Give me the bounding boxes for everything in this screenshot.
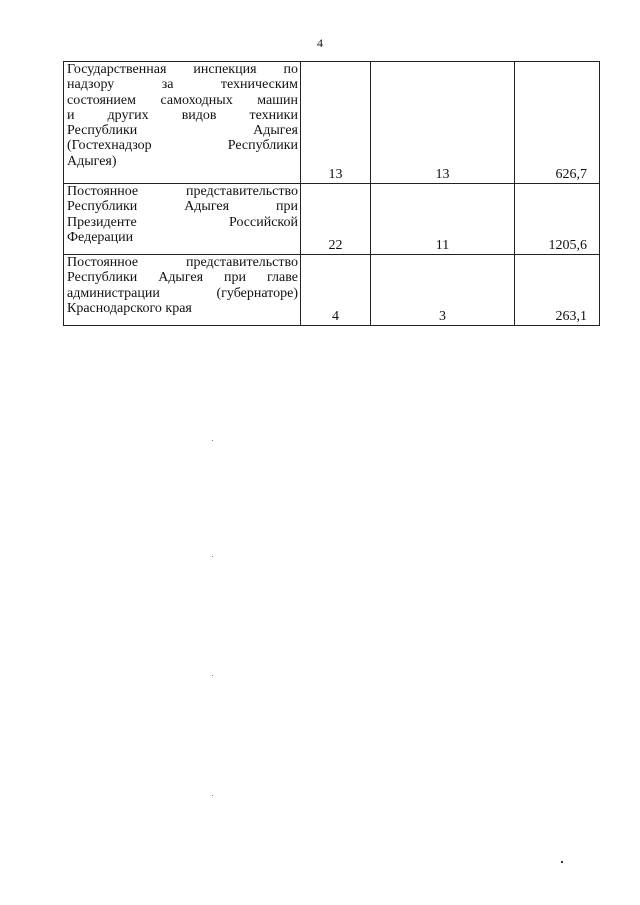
scan-speck <box>561 861 563 863</box>
count-cell: 13 <box>301 62 371 184</box>
organization-name-word: Адыгея <box>184 199 230 215</box>
organization-name-line <box>67 93 298 108</box>
organization-name-word: техники <box>249 107 298 123</box>
organization-name-word: Российской <box>229 214 298 230</box>
amount-cell: 263,1 <box>515 255 600 326</box>
table-row <box>64 62 600 184</box>
organization-name-line <box>67 215 298 230</box>
count-cell: 11 <box>371 184 515 255</box>
organization-name-word: главе <box>266 270 298 286</box>
organization-name-word: администрации <box>67 285 160 301</box>
amount-cell: 1205,6 <box>515 184 600 255</box>
count-cell: 4 <box>301 255 371 326</box>
organization-name-word: Адыгея) <box>67 153 117 169</box>
organization-name-word: при <box>276 199 298 215</box>
organization-name-word: Республики Адыгея <box>67 123 298 139</box>
data-table <box>63 61 600 326</box>
organization-name-word: машин <box>257 92 298 108</box>
count-cell: 13 <box>371 62 515 184</box>
organization-name-line <box>67 123 298 138</box>
organization-name-word: других <box>107 107 149 123</box>
organization-name-line <box>67 301 298 316</box>
organization-name-word: представительство <box>185 255 298 270</box>
organization-name-cell <box>64 62 301 184</box>
organization-name-line <box>67 199 298 214</box>
organization-name-word: Адыгея <box>158 270 204 286</box>
organization-name-line <box>67 184 298 199</box>
organization-name-word: (Гостехнадзор <box>67 138 152 154</box>
page-number: 4 <box>317 36 323 50</box>
scan-speck <box>212 675 213 676</box>
organization-name-word: при <box>224 270 247 286</box>
table-row <box>64 255 600 326</box>
organization-name-word: Республики <box>67 199 138 215</box>
organization-name-word: Президенте <box>67 214 137 230</box>
organization-name-line <box>67 270 298 285</box>
organization-name-cell <box>64 255 301 326</box>
organization-name-word: (губернаторе) <box>216 285 298 301</box>
organization-name-line <box>67 255 298 270</box>
organization-name-word: инспекция <box>193 62 257 77</box>
organization-name-word: самоходных <box>160 92 233 108</box>
count-cell: 22 <box>301 184 371 255</box>
organization-name-word: надзору <box>67 77 115 93</box>
organization-name-word: и <box>67 107 75 123</box>
organization-name-word: по <box>283 62 298 77</box>
organization-name-line <box>67 108 298 123</box>
organization-name-word: Республики <box>67 270 138 286</box>
organization-name-word: за <box>161 77 174 93</box>
organization-name-word: представительство <box>185 184 298 199</box>
organization-name-line <box>67 138 298 153</box>
organization-name-word: Государственная <box>67 62 167 77</box>
organization-name-word: видов <box>181 107 217 123</box>
scan-speck <box>212 556 213 557</box>
organization-name-line <box>67 62 298 77</box>
organization-name-line <box>67 77 298 92</box>
organization-name-word: Краснодарского края <box>67 300 192 316</box>
scan-speck <box>212 440 213 441</box>
organization-name-word: техническим <box>220 77 298 93</box>
organization-name-word: Республики <box>227 138 298 154</box>
organization-name-cell <box>64 184 301 255</box>
organization-name-word: Федерации <box>67 229 134 245</box>
count-cell: 3 <box>371 255 515 326</box>
organization-name-line <box>67 154 298 169</box>
organization-name-word: состоянием <box>67 92 136 108</box>
organization-name-word: Постоянное <box>67 184 139 199</box>
organization-name-word: Постоянное <box>67 255 139 270</box>
scan-speck <box>212 795 213 796</box>
amount-cell: 626,7 <box>515 62 600 184</box>
organization-name-line <box>67 230 298 245</box>
organization-name-line <box>67 286 298 301</box>
table-row <box>64 184 600 255</box>
